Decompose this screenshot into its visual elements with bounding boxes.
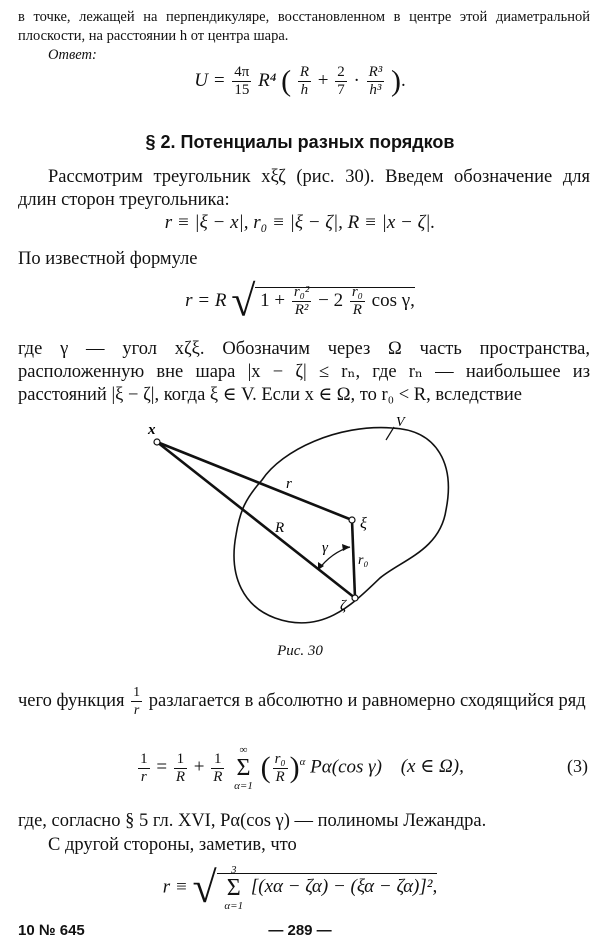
point-x [154,439,160,445]
paragraph-triangle: Рассмотрим треугольник xξζ (рис. 30). Введем обозначение для длин сторон треугольника: [18,167,590,210]
label-V: V [396,415,405,430]
footer-signature: 10 № 645 [18,922,85,939]
answer-coef: $\frac{4\pi}{15}$ [234,64,250,98]
label-x: x [148,422,156,438]
side-r [157,442,352,520]
section-heading: § 2. Потенциалы разных порядков [145,132,455,152]
label-R: R [275,520,285,536]
answer-lhs: U = [194,69,231,91]
answer-term3: $\frac{\text{R³}}{\text{h³}}$ [368,64,383,98]
label-gamma: γ [322,540,328,556]
equation-distance: r ≡ √ 3 Σ α=1 [(xα − ζα) − (ξα − ζα)]², [162,863,438,912]
answer-term1: $\frac{R}{h}$ [299,64,310,98]
paragraph-legendre: где, согласно § 5 гл. XVI, Pα(cos γ) — полиномы Лежандра. [18,811,487,831]
paragraph-other-side: С другой стороны, заметив, что [48,835,297,855]
point-zeta [352,595,358,601]
page-number: — 289 — [268,922,332,939]
equation-sides: r ≡ |ξ − x|, r₀ ≡ |ξ − ζ|, R ≡ |x − ζ|. [164,212,436,233]
side-r0 [352,520,355,598]
region-V-outline [234,428,448,623]
answer-term2: $\frac{2}{7}$ [337,64,345,98]
equation-number-3: (3) [567,756,588,776]
point-xi [349,517,355,523]
label-zeta: ζ [340,598,347,614]
top-paragraph: в точке, лежащей на перпендикуляре, восстановленном в центре этой диаметральной плоскости, на расстоянии h от центра шара. [18,9,590,44]
paragraph-region-omega: где γ — угол xζξ. Обозначим через Ω часть пространства, расположенную вне шара |x − ζ| ≤ rₙ, где rₙ — наибольшее из расстояний |ξ − ζ|, когда ξ ∈ V. Если x ∈ Ω, то r₀ < R, вследствие [18,339,590,405]
answer-label: Ответ: [48,47,97,63]
paragraph-formula-intro: По известной формуле [18,249,198,269]
paragraph-series-intro: чего функция $\frac{1}{r}$ разлагается в абсолютно и равномерно сходящийся ряд [18,685,586,718]
equation-cosine-law: r = R √ 1 + $\frac{\text{r₀²}}{\text{R²}}$ − 2 $\frac{\text{r₀}}{R}$ cos γ, [185,276,415,326]
equation-series-3: $\frac{1}{r}$ = $\frac{1}{R}$ + $\frac{1}{R}$ ∞ Σ α=1 ( $\frac{\text{r₀}}{R}$ )$^\alpha$ Pα(cos γ) (x ∈ Ω), [140,744,464,792]
answer-formula: U = $\frac{4\pi}{15}$ R⁴ ( $\frac{R}{h}$ + $\frac{2}{7}$ · $\frac{\text{R³}}{\text{h³}}$ ). [194,64,406,98]
side-R [157,442,355,598]
answer-power: R⁴ [258,69,277,91]
figure-30 [0,410,600,645]
label-r0: r₀ [358,553,369,568]
label-r: r [286,476,292,492]
figure-caption: Рис. 30 [277,643,323,659]
label-xi: ξ [360,515,367,532]
